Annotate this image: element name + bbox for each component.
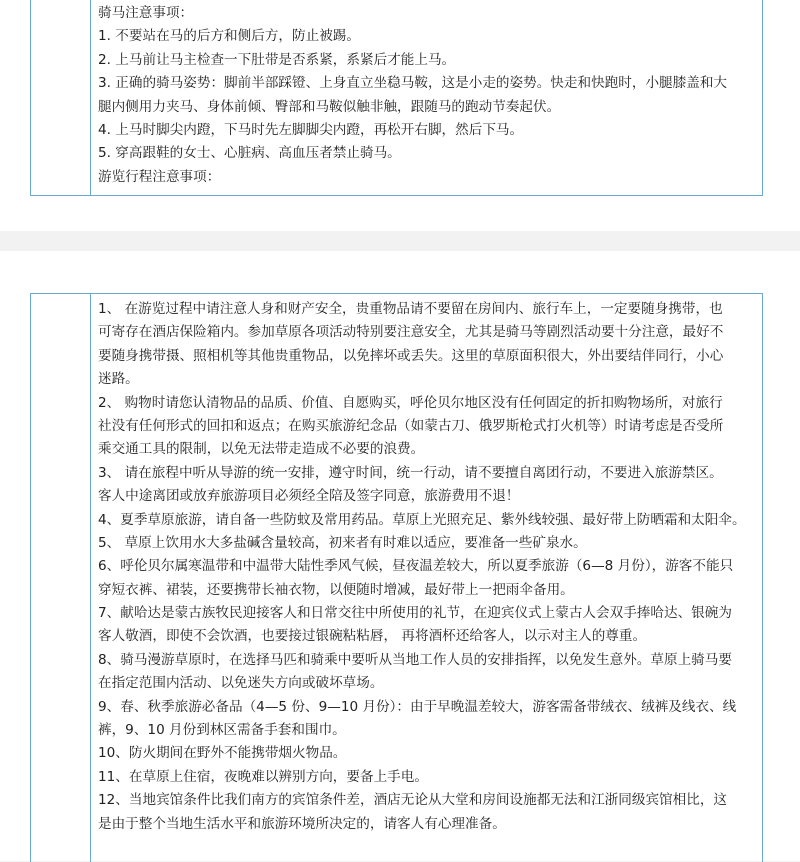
list-item-line: 2、 购物时请您认清物品的品质、价值、自愿购买，呼伦贝尔地区没有任何固定的折扣购物场所，对旅行 [98, 394, 723, 411]
list-item-line: 客人中途离团或放弃旅游项目必须经全陪及签字同意，旅游费用不退！ [98, 488, 520, 505]
list-item [98, 142, 756, 165]
list-item-line: 乘交通工具的限制，以免无法带走造成不必要的浪费。 [98, 441, 425, 458]
list-item-line: 是由于整个当地生活水平和旅游环境所决定的，请客人有心理准备。 [98, 815, 506, 832]
list-item-line: 10、防火期间在野外不能携带烟火物品。 [98, 745, 347, 762]
list-item-line: 腿内侧用力夹马、身体前倾、臀部和马鞍似触非触，跟随马的跑动节奏起伏。 [98, 98, 561, 115]
section-heading-tour: 游览行程注意事项： [98, 168, 221, 185]
section-heading-riding: 骑马注意事项： [98, 5, 194, 21]
tour-notes-list [98, 298, 756, 836]
list-item [98, 555, 756, 602]
document-page-2 [0, 251, 800, 861]
riding-notes [98, 2, 756, 189]
table-cell-left [30, 293, 91, 862]
list-item-line: 6、呼伦贝尔属寒温带和中温带大陆性季风气候，昼夜温差较大，所以夏季旅游（6—8 月份），游客不能只 [98, 558, 734, 575]
list-item [98, 25, 756, 48]
list-item-line: 5. 穿高跟鞋的女士、心脏病、高血压者禁止骑马。 [98, 145, 401, 162]
list-item [98, 119, 756, 142]
list-item-line: 11、在草原上住宿，夜晚难以辨别方向，要备上手电。 [98, 768, 428, 785]
list-item [98, 766, 756, 789]
list-item-line: 4. 上马时脚尖内蹬，下马时先左脚脚尖内蹬，再松开右脚，然后下马。 [98, 121, 524, 138]
list-item-line: 8、骑马漫游草原时，在选择马匹和骑乘中要听从当地工作人员的安排指挥，以免发生意外。草原上骑马要 [98, 651, 732, 668]
list-item [98, 462, 756, 509]
list-item-line: 社没有任何形式的回扣和返点；在购买旅游纪念品（如蒙古刀、俄罗斯枪式打火机等）时请考虑是否受所 [98, 417, 724, 434]
list-item-line: 12、当地宾馆条件比我们南方的宾馆条件差，酒店无论从大堂和房间设施都无法和江浙同级宾馆相比，这 [98, 792, 728, 809]
list-item [98, 742, 756, 765]
table-cell-content [90, 293, 763, 862]
table-cell-content [90, 0, 763, 196]
list-item [98, 298, 756, 392]
list-item [98, 72, 756, 119]
list-item [98, 532, 756, 555]
list-item-line: 要随身携带摄、照相机等其他贵重物品，以免摔坏或丢失。这里的草原面积很大，外出要结伴同行，小心 [98, 347, 724, 364]
list-item [98, 649, 756, 696]
list-item [98, 509, 756, 532]
list-item-line: 9、春、秋季旅游必备品（4—5 份、9—10 月份）：由于早晚温差较大，游客需备带绒衣、绒裤及线衣、线 [98, 698, 737, 715]
list-item-line: 3、 请在旅程中听从导游的统一安排，遵守时间，统一行动，请不要擅自离团行动，不要进入旅游禁区。 [98, 464, 723, 481]
list-item-line: 客人敬酒，即使不会饮酒，也要接过银碗粘粘唇， 再将酒杯还给客人，以示对主人的尊重。 [98, 628, 647, 645]
list-item-line: 在指定范围内活动、以免迷失方向或破坏草场。 [98, 675, 384, 692]
list-item-line: 1. 不要站在马的后方和侧后方，防止被踢。 [98, 28, 360, 45]
list-item [98, 696, 756, 743]
list-item-line: 3. 正确的骑马姿势：脚前半部踩镫、上身直立坐稳马鞍，这是小走的姿势。快走和快跑时，小腿膝盖和大 [98, 75, 728, 92]
list-item-line: 迷路。 [98, 371, 139, 388]
list-item-line: 1、 在游览过程中请注意人身和财产安全，贵重物品请不要留在房间内、旅行车上，一定要随身携带，也 [98, 301, 723, 317]
list-item-line: 穿短衣裤、裙装，还要携带长袖衣物，以便随时增减，最好带上一把雨伞备用。 [98, 581, 574, 598]
list-item-line: 4、夏季草原旅游，请自备一些防蚊及常用药品。草原上光照充足、紫外线较强、最好带上防晒霜和太阳伞。 [98, 511, 746, 528]
list-item [98, 49, 756, 72]
list-item-line: 2. 上马前让马主检查一下肚带是否系紧，系紧后才能上马。 [98, 51, 456, 68]
table-cell-left [30, 0, 91, 196]
list-item-line: 可寄存在酒店保险箱内。参加草原各项活动特别要注意安全，尤其是骑马等剧烈活动要十分注意，最好不 [98, 324, 724, 341]
list-item [98, 392, 756, 462]
list-item-line: 7、献哈达是蒙古族牧民迎接客人和日常交往中所使用的礼节，在迎宾仪式上蒙古人会双手捧哈达、银碗为 [98, 605, 732, 622]
list-item-line: 裤，9、10 月份到林区需备手套和围巾。 [98, 722, 346, 739]
document-page-1 [0, 0, 800, 231]
riding-notes-list [98, 25, 756, 165]
list-item [98, 789, 756, 836]
list-item-line: 5、 草原上饮用水大多盐碱含量较高，初来者有时难以适应，要准备一些矿泉水。 [98, 534, 587, 551]
list-item [98, 602, 756, 649]
